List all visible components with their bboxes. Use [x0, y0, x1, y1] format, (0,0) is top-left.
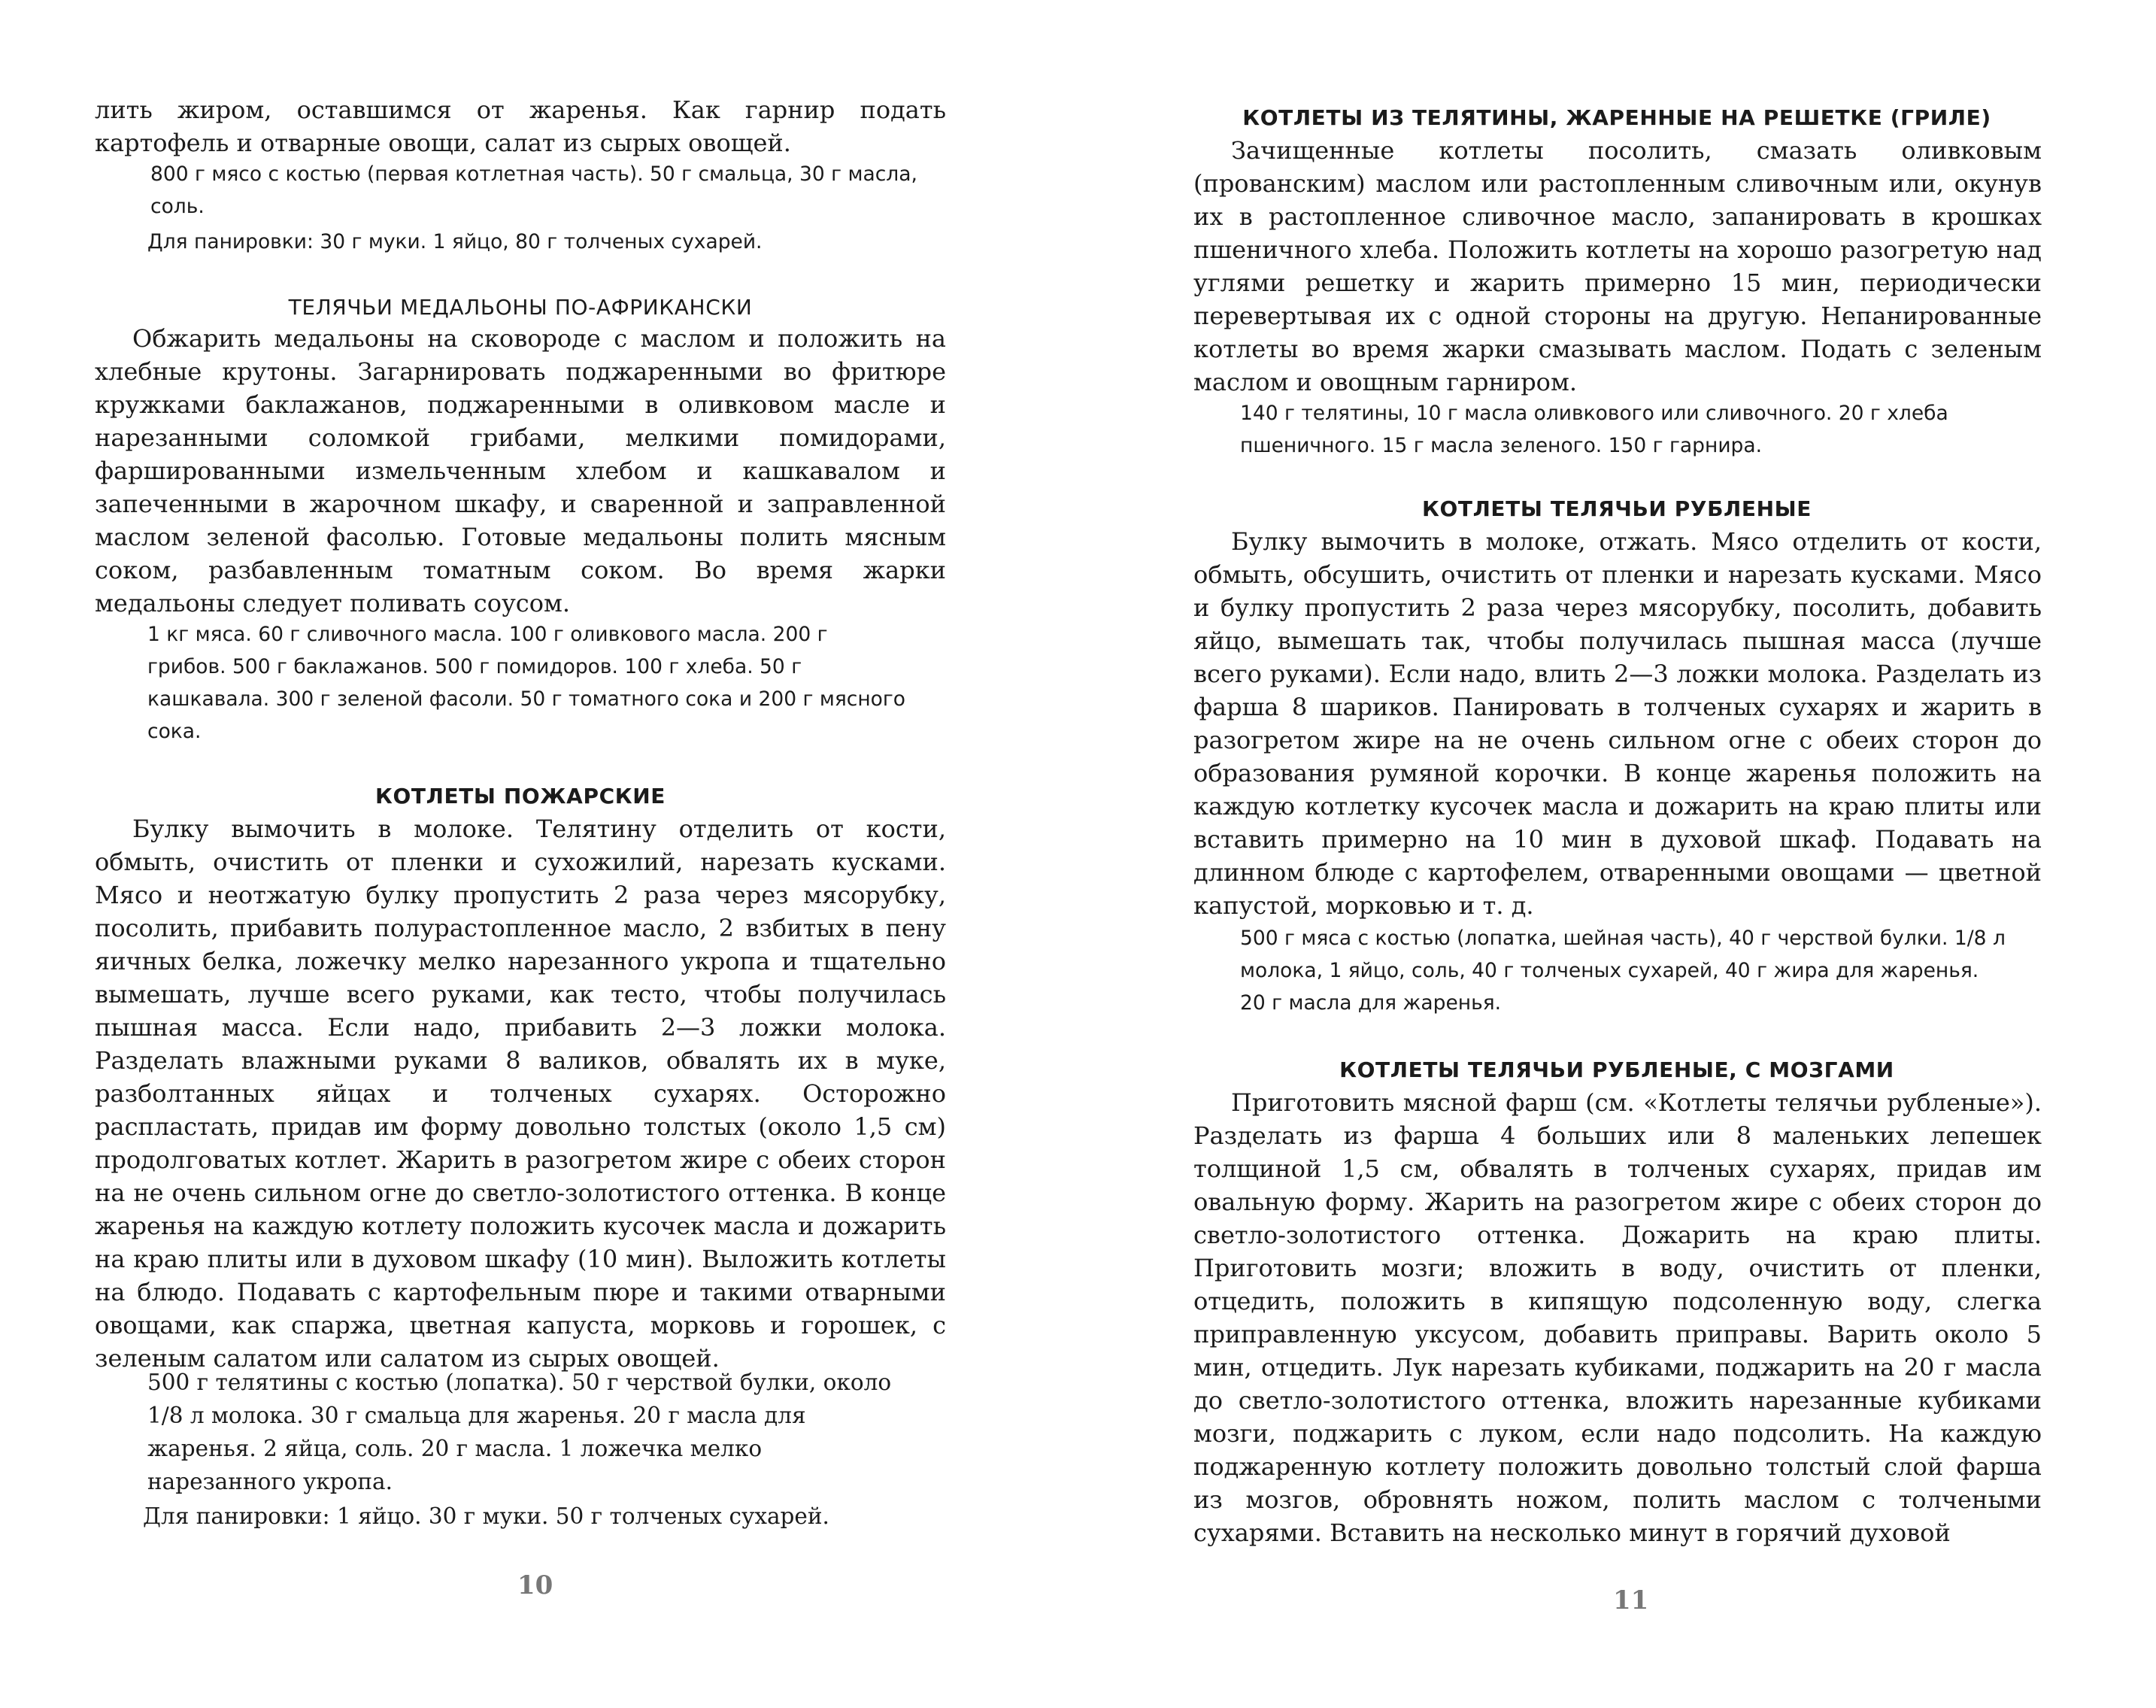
recipe-title: КОТЛЕТЫ ИЗ ТЕЛЯТИНЫ, ЖАРЕННЫЕ НА РЕШЕТКЕ (ГРИЛЕ): [1242, 105, 1991, 130]
continuation-breading: Для панировки: 30 г муки. 1 яйцо, 80 г толченых сухарей.: [147, 230, 763, 253]
recipe-text: Приготовить мясной фарш (см. «Котлеты телячьи рубленые»). Разделать из фарша 4 больших или 8 маленьких лепешек толщиной 1,5 см, обвалять в толченых сухарях, придав им овальную форму. Жарить на разогретом жире с обеих сторон до светло-золотистого оттенка. Дожарить на краю плиты. Приготовить мозги; вложить в воду, очистить от пленки, отцедить, положить в кипящую подсоленную воду, слегка приправленную уксусом, добавить приправы. Варить около 5 мин, отцедить. Лук нарезать кубиками, поджарить на 20 г масла до светло-золотистого оттенка, вложить нарезанные кубиками мозги, поджарить с луком, если надо подсолить. На каждую поджаренную котлету положить довольно толстый слой фарша из мозгов, обровнять ножом, полить маслом с толчеными сухарями. Вставить на несколько минут в горячий духовой: [1193, 1088, 2042, 1547]
recipe-title: КОТЛЕТЫ ПОЖАРСКИЕ: [375, 784, 666, 808]
recipe-text: Зачищенные котлеты посолить, смазать оливковым (прованским) маслом или растопленным сливочным или, окунув их в растопленное сливочное масло, запанировать в крошках пшеничного хлеба. Положить котлеты на хорошо разогретую над углями решетку и жарить примерно 15 мин, периодически перевертывая их с одной стороны на другую. Непанированные котлеты во время жарки смазывать маслом. Подать с зеленым маслом и овощным гарниром.: [1193, 136, 2042, 396]
page-number: 10: [517, 1570, 553, 1600]
continuation-ingredients: 800 г мясо с костью (первая котлетная часть). 50 г смальца, 30 г масла, соль.: [150, 162, 917, 218]
right-page: [1078, 0, 2155, 1708]
recipe-text: Булку вымочить в молоке, отжать. Мясо отделить от кости, обмыть, обсушить, очистить от пленки и нарезать кусками. Мясо и булку пропустить 2 раза через мясорубку, посолить, добавить яйцо, вымешать так, чтобы получилась пышная масса (лучше всего руками). Если надо, влить 2—3 ложки молока. Разделать из фарша 8 шариков. Панировать в толченых сухарях и жарить в разогретом жире на не очень сильном огне с обеих сторон до образования румяной корочки. В конце жаренья положить на каждую котлетку кусочек масла и дожарить на краю плиты или вставить примерно на 10 мин в духовой шкаф. Подавать на длинном блюде с картофелем, отваренными овощами — цветной капустой, морковью и т. д.: [1193, 527, 2042, 920]
recipe-text: Обжарить медальоны на сковороде с маслом и положить на хлебные крутоны. Загарнировать поджаренными во фритюре кружками баклажанов, поджаренными в оливковом масле и нарезанными соломкой грибами, мелкими помидорами, фаршированными измельченным хлебом и кашкавалом и запеченными в жарочном шкафу, и сваренной и заправленной маслом зеленой фасолью. Готовые медальоны полить мясным соком, разбавленным томатным соком. Во время жарки медальоны следует поливать соусом.: [95, 324, 946, 617]
recipe-ingredients: 1 кг мяса. 60 г сливочного масла. 100 г оливкового масла. 200 г грибов. 500 г баклажанов. 500 г помидоров. 100 г хлеба. 50 г кашкавала. 300 г зеленой фасоли. 50 г томатного сока и 200 г мясного сока.: [147, 623, 906, 743]
recipe-breading: Для панировки: 1 яйцо. 30 г муки. 50 г толченых сухарей.: [143, 1503, 829, 1529]
continuation-text: лить жиром, оставшимся от жаренья. Как гарнир подать картофель и отварные овощи, салат из сырых овощей.: [95, 96, 946, 157]
recipe-ingredients: 500 г мяса с костью (лопатка, шейная часть), 40 г черствой булки. 1/8 л молока, 1 яйцо, соль, 40 г толченых сухарей, 40 г жира для жаренья. 20 г масла для жаренья.: [1240, 927, 2006, 1015]
recipe-title: КОТЛЕТЫ ТЕЛЯЧЬИ РУБЛЕНЫЕ: [1421, 496, 1812, 521]
recipe-title: ТЕЛЯЧЬИ МЕДАЛЬОНЫ ПО-АФРИКАНСКИ: [288, 295, 753, 320]
recipe-ingredients: 140 г телятины, 10 г масла оливкового или сливочного. 20 г хлеба пшеничного. 15 г масла зеленого. 150 г гарнира.: [1240, 402, 1948, 457]
page-number: 11: [1613, 1585, 1649, 1615]
recipe-text: Булку вымочить в молоке. Телятину отделить от кости, обмыть, очистить от пленки и сухожилий, нарезать кусками. Мясо и неотжатую булку пропустить 2 раза через мясорубку, посолить, прибавить полурастопленное масло, 2 взбитых в пену яичных белка, ложечку мелко нарезанного укропа и тщательно вымешать, лучше всего руками, как тесто, чтобы получилась пышная масса. Если надо, прибавить 2—3 ложки молока. Разделать влажными руками 8 валиков, обвалять их в муке, разболтанных яйцах и толченых сухарях. Осторожно распластать, придав им форму довольно толстых (около 1,5 см) продолговатых котлет. Жарить в разогретом жире с обеих сторон на не очень сильном огне до светло-золотистого оттенка. В конце жаренья на каждую котлету положить кусочек масла и дожарить на краю плиты или в духовом шкафу (10 мин). Выложить котлеты на блюдо. Подавать с картофельным пюре и такими отварными овощами, как спаржа, цветная капуста, морковь и горошек, с зеленым салатом или салатом из сырых овощей.: [95, 815, 946, 1373]
recipe-title: КОТЛЕТЫ ТЕЛЯЧЬИ РУБЛЕНЫЕ, С МОЗГАМИ: [1339, 1057, 1894, 1082]
recipe-ingredients: 500 г телятины с костью (лопатка). 50 г черствой булки, около 1/8 л молока. 30 г смальца для жаренья. 20 г масла для жаренья. 2 яйца, соль. 20 г масла. 1 ложечка мелко нарезанного укропа.: [147, 1370, 892, 1494]
